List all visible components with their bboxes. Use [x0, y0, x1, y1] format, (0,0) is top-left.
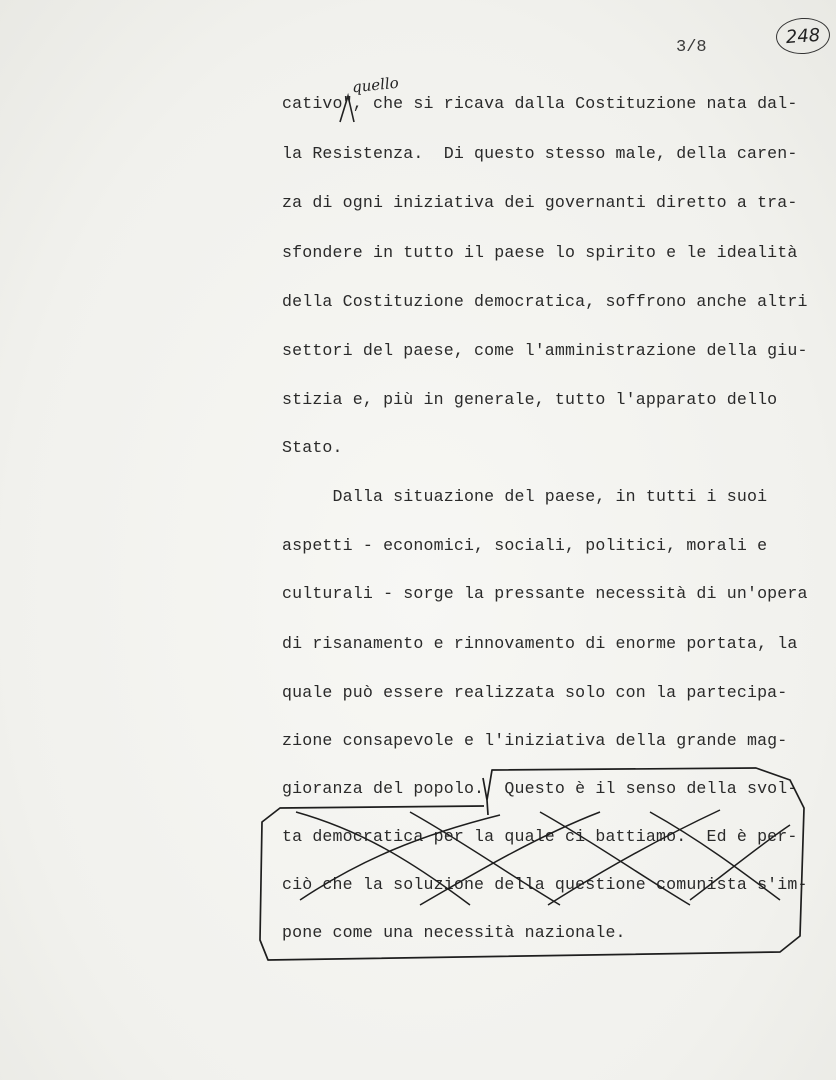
archive-number-stamp [775, 16, 831, 56]
text-line-2: la Resistenza. Di questo stesso male, della caren- [282, 144, 798, 163]
text-line-11: culturali - sorge la pressante necessità di un'opera [282, 584, 808, 603]
text-line-3: za di ogni iniziativa dei governanti diretto a tra- [282, 193, 798, 212]
handwritten-insertion: quello [351, 73, 400, 97]
text-line-5: della Costituzione democratica, soffrono anche altri [282, 292, 808, 311]
text-line-13: quale può essere realizzata solo con la partecipa- [282, 683, 788, 702]
text-line-4: sfondere in tutto il paese lo spirito e le idealità [282, 243, 798, 262]
text-line-17: ciò che la soluzione della questione comunista s'im- [282, 875, 808, 894]
text-line-1: cativo", che si ricava dalla Costituzione nata dal- [282, 94, 798, 113]
text-line-9: Dalla situazione del paese, in tutti i suoi [282, 487, 768, 506]
text-line-8: Stato. [282, 438, 343, 457]
text-line-16: ta democratica per la quale ci battiamo. Ed è per- [282, 827, 798, 846]
text-line-14: zione consapevole e l'iniziativa della grande mag- [282, 731, 788, 750]
page-number: 3/8 [676, 38, 707, 57]
text-line-7: stizia e, più in generale, tutto l'apparato dello [282, 390, 778, 409]
text-line-18: pone come una necessità nazionale. [282, 923, 626, 942]
text-line-15: gioranza del popolo. Questo è il senso della svol- [282, 779, 798, 798]
text-line-10: aspetti - economici, sociali, politici, morali e [282, 536, 768, 555]
text-line-12: di risanamento e rinnovamento di enorme portata, la [282, 634, 798, 653]
text-line-6: settori del paese, come l'amministrazione della giu- [282, 341, 808, 360]
archive-number: 248 [785, 24, 821, 48]
